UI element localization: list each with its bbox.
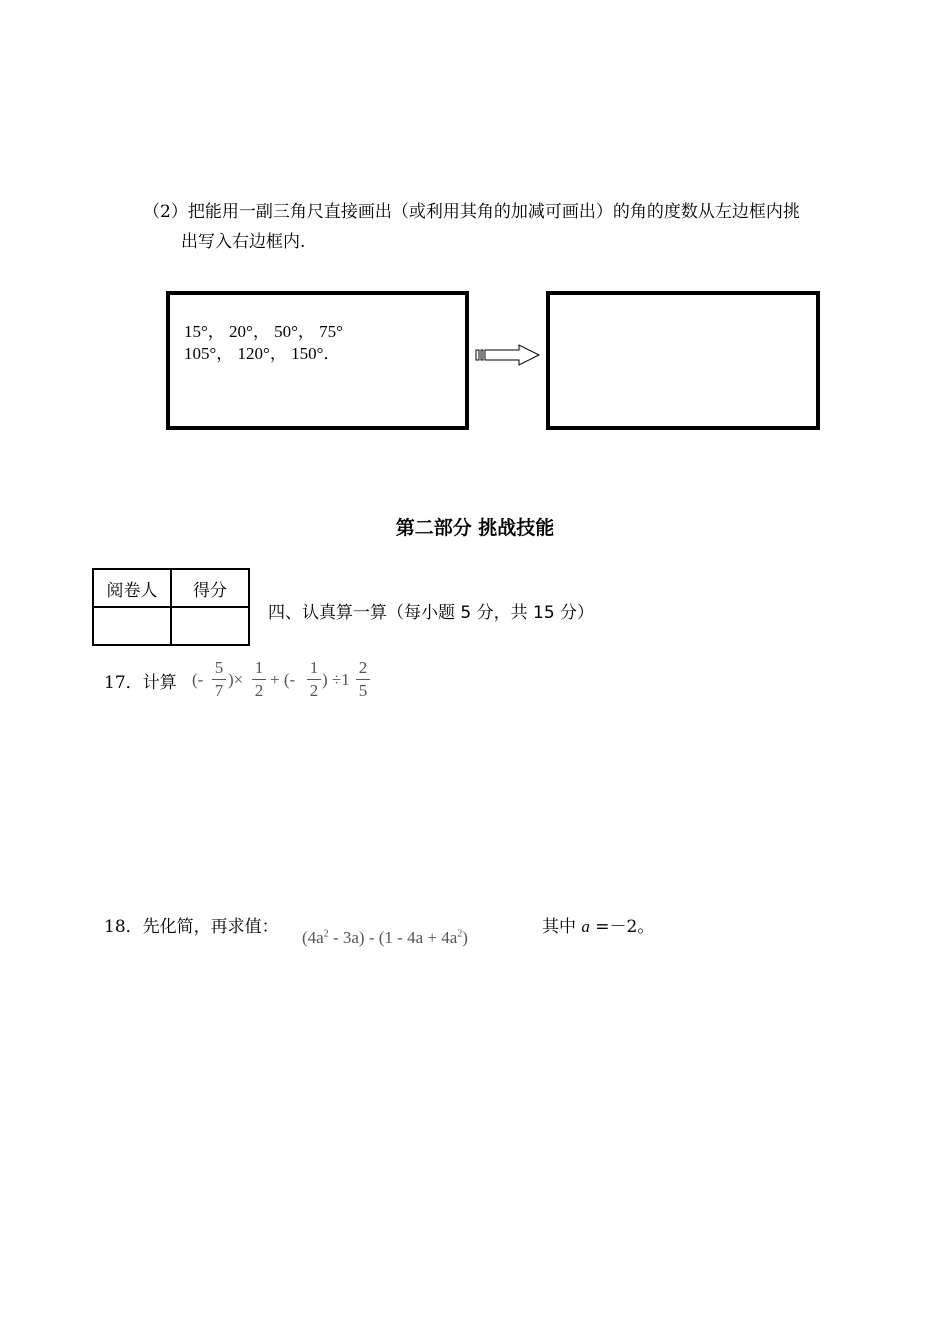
grader-header: 阅卷人 xyxy=(93,569,171,607)
q17-plus: + (- xyxy=(270,670,296,689)
grader-cell[interactable] xyxy=(93,607,171,645)
question-18-label: 18．先化简，再求值： xyxy=(104,917,279,937)
score-header: 得分 xyxy=(171,569,249,607)
angle-list-line2: 105°， 120°， 150°． xyxy=(184,344,341,363)
question-18-expression xyxy=(302,928,468,948)
q17-fraction-1 xyxy=(212,658,226,701)
score-cell[interactable] xyxy=(171,607,249,645)
grader-table xyxy=(92,568,250,646)
q17-f1-numerator: 5 xyxy=(214,658,224,677)
q17-f1-denominator: 7 xyxy=(214,681,224,700)
question-17-label: 17．计算 xyxy=(104,673,177,693)
section-4-heading: 四、认真算一算（每小题 5 分，共 15 分） xyxy=(268,603,595,623)
right-arrow-icon xyxy=(475,343,541,367)
angle-list-line1: 15°， 20°， 50°， 75° xyxy=(184,322,343,341)
q18-expr-part-b: - 3a) - (1 - 4a + 4a xyxy=(328,928,458,947)
left-angle-box xyxy=(166,291,469,430)
question-2-text-line2: 出写入右边框内. xyxy=(181,232,306,252)
q17-times: )× xyxy=(228,670,244,689)
question-2-text-line1: （2）把能用一副三角尺直接画出（或利用其角的加减可画出）的角的度数从左边框内挑 xyxy=(143,202,800,222)
q17-f3-denominator: 2 xyxy=(309,681,319,700)
q17-fraction-4 xyxy=(356,658,370,701)
question-18-condition xyxy=(542,912,654,937)
section-title: 第二部分 挑战技能 xyxy=(395,517,555,539)
q18-expr-part-a: (4a xyxy=(302,928,324,947)
right-answer-box[interactable] xyxy=(546,291,820,430)
q17-divide: ) ÷1 xyxy=(322,670,350,689)
q18-exponent-1: 2 xyxy=(323,928,329,940)
q17-f4-denominator: 5 xyxy=(358,681,368,700)
q18-exponent-2: 2 xyxy=(457,928,463,940)
q18-condition-value: =－2。 xyxy=(589,917,655,937)
q17-f2-numerator: 1 xyxy=(254,658,264,677)
q17-f2-denominator: 2 xyxy=(254,681,264,700)
q17-open-paren: (- xyxy=(192,670,204,689)
q18-expr-part-c: ) xyxy=(462,928,468,947)
q17-fraction-2 xyxy=(252,658,266,701)
q17-f3-numerator: 1 xyxy=(309,658,319,677)
q17-fraction-3 xyxy=(307,658,321,701)
q18-condition-variable: a xyxy=(581,917,590,936)
q17-f4-numerator: 2 xyxy=(358,658,368,677)
q18-condition-prefix: 其中 xyxy=(542,917,582,937)
